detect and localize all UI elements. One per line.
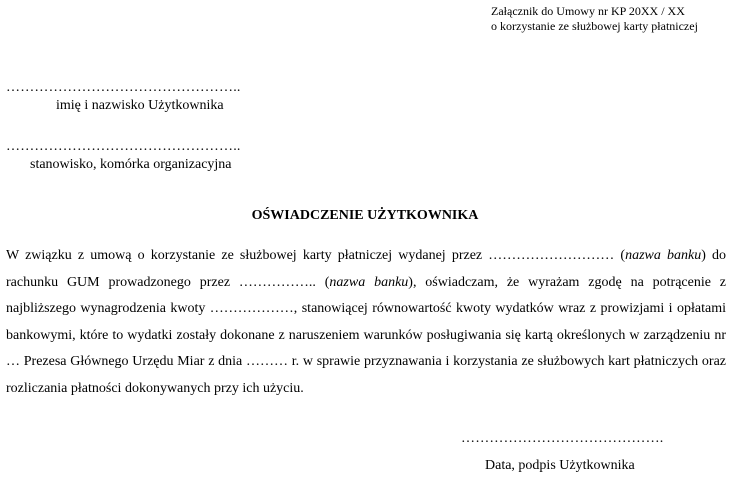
user-name-dotted-line: …………………………………………..: [6, 80, 241, 95]
position-label: stanowisko, komórka organizacyjna: [30, 157, 232, 172]
user-name-label: imię i nazwisko Użytkownika: [56, 98, 224, 113]
position-dotted-line: …………………………………………..: [6, 139, 241, 154]
statement-title: OŚWIADCZENIE UŻYTKOWNIKA: [251, 208, 479, 223]
attachment-line-1: Załącznik do Umowy nr KP 20XX / XX: [491, 4, 685, 18]
statement-part-1: W związku z umową o korzystanie ze służbowej karty płatniczej wydanej przez ……………………… (: [6, 248, 626, 263]
attachment-header: [491, 4, 698, 34]
statement-part-3: ), oświadczam, że wyrażam zgodę na potrącenie z najbliższego wynagrodzenia kwoty ………………, stanowiącej równowartość kwoty wydatków wraz z prowizjami i opłatami bankowymi, które to wydatki zostały dokonane z naruszeniem warunków posługiwania się kartą określonych w zarządzeniu nr … Prezesa Głównego Urzędu Miar z dnia ……… r. w sprawie przyznawania i korzystania ze służbowych kart płatniczych oraz rozliczania płatności dokonywanych przy ich użyciu.: [6, 274, 727, 396]
bank-name-placeholder-1: nazwa banku: [625, 248, 702, 263]
bank-name-placeholder-2: nazwa banku: [329, 274, 409, 290]
statement-text: [6, 243, 726, 402]
signature-label: Data, podpis Użytkownika: [485, 458, 635, 473]
attachment-line-2: o korzystanie ze służbowej karty płatniczej: [491, 19, 698, 33]
statement-part-2: ) do rachunku GUM prowadzonego przez …………….. (: [6, 248, 726, 290]
signature-dotted-line: …………………………………….: [461, 431, 664, 446]
